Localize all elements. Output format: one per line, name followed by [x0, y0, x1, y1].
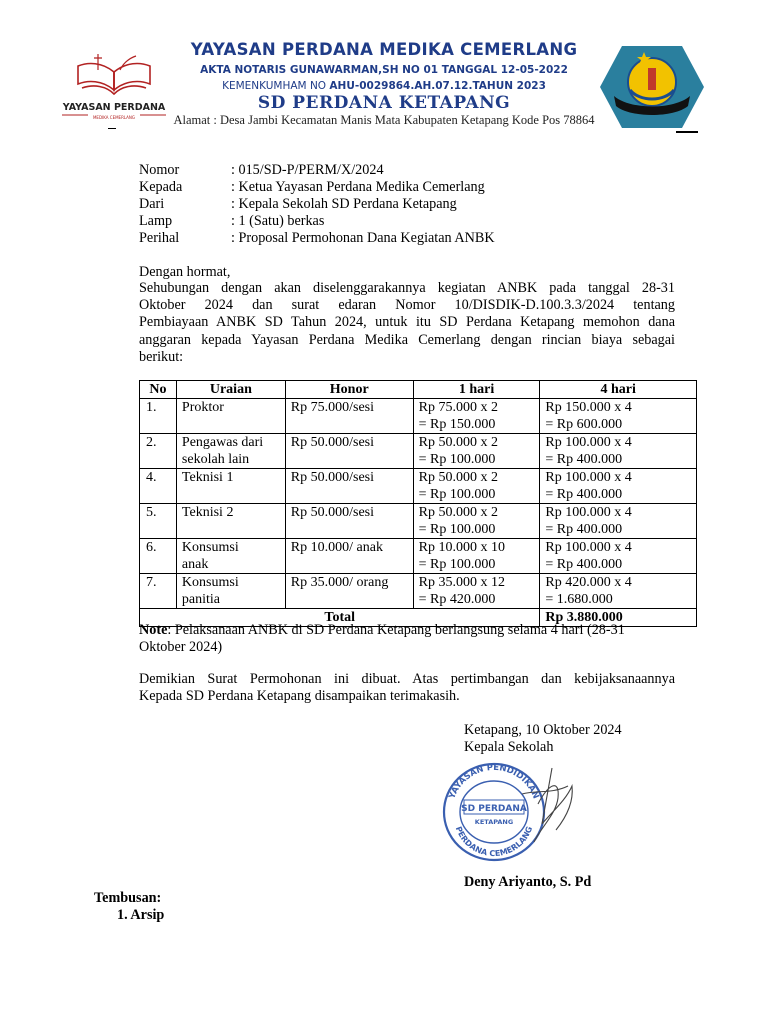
- greeting: Dengan hormat,: [139, 264, 231, 280]
- cell-honor: [285, 504, 413, 539]
- table-header-row: [140, 381, 697, 399]
- cell-1-hari-text: = Rp 150.000: [418, 417, 496, 432]
- cell-4-hari-text: Rp 100.000 x 4: [545, 505, 632, 520]
- meta-kepada: Kepada : Ketua Yayasan Perdana Medika Cemerlang: [139, 179, 485, 195]
- column-header: Honor: [285, 381, 413, 399]
- cell-honor: [285, 434, 413, 469]
- cell-uraian-text: Konsumsi: [181, 575, 239, 590]
- stamp-center-text: SD PERDANA: [461, 804, 527, 814]
- school-address: Alamat : Desa Jambi Kecamatan Manis Mata Kabupaten Ketapang Kode Pos 78864: [173, 113, 595, 127]
- note-text-2: Oktober 2024): [139, 639, 223, 656]
- column-header: 4 hari: [540, 381, 697, 399]
- cell-4-hari-text: Rp 150.000 x 4: [545, 400, 632, 415]
- column-header: No: [140, 381, 177, 399]
- cell-honor: [285, 539, 413, 574]
- intro-paragraph: [139, 280, 675, 366]
- cell-4-hari-text: = Rp 400.000: [545, 487, 623, 502]
- cell-honor: [285, 469, 413, 504]
- intro-line: Oktober 2024 dan surat edaran Nomor 10/DISDIK-D.100.3.3/2024 tentang: [139, 297, 675, 314]
- cell-4-hari-text: Rp 100.000 x 4: [545, 435, 632, 450]
- cell-1-hari-text: Rp 50.000 x 2: [418, 470, 498, 485]
- cell-1-hari-text: = Rp 100.000: [418, 452, 496, 467]
- cell-4-hari-text: = Rp 400.000: [545, 557, 623, 572]
- cell-no: [140, 399, 177, 434]
- cell-uraian: [176, 434, 285, 469]
- ministry-prefix: KEMENKUMHAM NO: [222, 80, 330, 92]
- cell-1-hari-text: Rp 10.000 x 10: [418, 540, 505, 555]
- cell-honor-text: Rp 50.000/sesi: [290, 470, 375, 485]
- note-label: Note: [139, 622, 168, 638]
- cell-no-text: 4.: [146, 470, 157, 485]
- cell-1-hari-text: Rp 50.000 x 2: [418, 505, 498, 520]
- cell-4-hari: [540, 469, 697, 504]
- cell-no: [140, 469, 177, 504]
- cell-honor-text: Rp 50.000/sesi: [290, 505, 375, 520]
- cell-uraian-text: Proktor: [181, 400, 224, 415]
- school-name: SD PERDANA KETAPANG: [257, 93, 511, 113]
- cell-4-hari-text: Rp 420.000 x 4: [545, 575, 632, 590]
- school-emblem: [600, 46, 704, 128]
- cell-no-text: 6.: [146, 540, 157, 555]
- handwritten-signature: [512, 764, 588, 850]
- cell-1-hari-text: = Rp 100.000: [418, 557, 496, 572]
- closing-line: Kepada SD Perdana Ketapang disampaikan terimakasih.: [139, 688, 460, 705]
- cell-honor: [285, 399, 413, 434]
- cell-uraian-text: Teknisi 1: [181, 470, 234, 485]
- cell-honor-text: Rp 50.000/sesi: [290, 435, 375, 450]
- logo-subtext: MEDIKA CEMERLANG: [92, 115, 136, 120]
- cell-uraian: [176, 399, 285, 434]
- cell-no-text: 1.: [146, 400, 157, 415]
- cell-1-hari-text: = Rp 100.000: [418, 487, 496, 502]
- cell-uraian-text: sekolah lain: [181, 452, 250, 467]
- logo-text: YAYASAN PERDANA: [62, 102, 166, 113]
- stamp-top-text: YAYASAN PENDIDIKAN: [447, 762, 541, 801]
- cell-4-hari-text: = Rp 400.000: [545, 522, 623, 537]
- place-date: Ketapang, 10 Oktober 2024: [464, 722, 622, 738]
- cell-1-hari: [413, 399, 540, 434]
- cell-no-text: 7.: [146, 575, 157, 590]
- intro-line: Pembiayaan ANBK SD Tahun 2024, untuk itu SD Perdana Ketapang memohon dana: [139, 314, 675, 331]
- cell-honor-text: Rp 35.000/ orang: [290, 575, 389, 590]
- cell-1-hari: [413, 504, 540, 539]
- cell-uraian-text: Teknisi 2: [181, 505, 234, 520]
- ministry-number: AHU-0029864.AH.07.12.TAHUN 2023: [329, 80, 546, 92]
- table-row: [140, 504, 697, 539]
- cell-uraian-text: panitia: [181, 592, 221, 607]
- intro-line: anggaran kepada Yayasan Perdana Medika Cemerlang dengan rincian biaya sebagai: [139, 331, 675, 348]
- cell-honor-text: Rp 10.000/ anak: [290, 540, 383, 555]
- total-value: Rp 3.880.000: [540, 609, 697, 627]
- closing-line: Demikian Surat Permohonan ini dibuat. Atas pertimbangan dan kebijaksanaannya: [139, 671, 675, 687]
- cell-uraian-text: Konsumsi: [181, 540, 239, 555]
- signer-name: Deny Ariyanto, S. Pd: [464, 874, 592, 890]
- cell-4-hari-text: = Rp 400.000: [545, 452, 623, 467]
- cell-honor-text: Rp 75.000/sesi: [290, 400, 375, 415]
- cell-honor: [285, 574, 413, 609]
- table-row: [140, 434, 697, 469]
- cell-1-hari-text: = Rp 100.000: [418, 522, 496, 537]
- cell-4-hari: [540, 399, 697, 434]
- cell-4-hari: [540, 539, 697, 574]
- cell-4-hari-text: = Rp 600.000: [545, 417, 623, 432]
- cell-4-hari: [540, 574, 697, 609]
- intro-line: Sehubungan dengan akan diselenggarakannya kegiatan ANBK pada tanggal 28-31: [139, 280, 675, 296]
- tembusan-label: Tembusan:: [94, 890, 162, 906]
- cell-4-hari-text: = 1.680.000: [545, 592, 613, 607]
- cell-4-hari-text: Rp 100.000 x 4: [545, 540, 632, 555]
- meta-perihal: Perihal : Proposal Permohonan Dana Kegiatan ANBK: [139, 230, 495, 246]
- signer-position: Kepala Sekolah: [464, 739, 554, 755]
- cell-1-hari-text: Rp 75.000 x 2: [418, 400, 498, 415]
- note-text: : Pelaksanaan ANBK di SD Perdana Ketapang berlangsung selama 4 hari (28-31: [167, 622, 625, 638]
- cell-uraian: [176, 539, 285, 574]
- cell-4-hari: [540, 434, 697, 469]
- stamp-sub-text: KETAPANG: [474, 818, 514, 826]
- header-divider-right: [676, 131, 698, 133]
- cell-1-hari-text: = Rp 420.000: [418, 592, 496, 607]
- cell-uraian: [176, 469, 285, 504]
- column-header: Uraian: [176, 381, 285, 399]
- cell-uraian-text: anak: [181, 557, 209, 572]
- table-row: [140, 539, 697, 574]
- cell-no: [140, 504, 177, 539]
- cost-table: [139, 380, 697, 627]
- cell-no: [140, 434, 177, 469]
- column-header: 1 hari: [413, 381, 540, 399]
- notary-deed: AKTA NOTARIS GUNAWARMAN,SH NO 01 TANGGAL 12-05-2022: [200, 64, 568, 76]
- cell-uraian: [176, 574, 285, 609]
- total-label: Total: [140, 609, 540, 627]
- cell-1-hari-text: Rp 50.000 x 2: [418, 435, 498, 450]
- meta-nomor: Nomor : 015/SD-P/PERM/X/2024: [139, 162, 384, 178]
- meta-lamp: Lamp : 1 (Satu) berkas: [139, 213, 325, 229]
- cell-1-hari: [413, 469, 540, 504]
- foundation-name: YAYASAN PERDANA MEDIKA CEMERLANG: [190, 40, 578, 59]
- cell-no-text: 2.: [146, 435, 157, 450]
- table-row: [140, 399, 697, 434]
- header-divider: [108, 128, 116, 129]
- cell-no: [140, 574, 177, 609]
- note-paragraph: [139, 622, 675, 656]
- table-row: [140, 469, 697, 504]
- intro-line: berikut:: [139, 348, 184, 365]
- cell-uraian-text: Pengawas dari: [181, 435, 264, 450]
- closing-paragraph: [139, 671, 675, 705]
- cell-1-hari: [413, 539, 540, 574]
- stamp-bottom-text: PERDANA CEMERLANG: [453, 825, 535, 859]
- table-body: [140, 399, 697, 609]
- tembusan-item: 1. Arsip: [117, 907, 165, 923]
- cell-no: [140, 539, 177, 574]
- cell-1-hari: [413, 574, 540, 609]
- cell-1-hari: [413, 434, 540, 469]
- cell-4-hari: [540, 504, 697, 539]
- cell-4-hari-text: Rp 100.000 x 4: [545, 470, 632, 485]
- cell-no-text: 5.: [146, 505, 157, 520]
- cell-1-hari-text: Rp 35.000 x 12: [418, 575, 505, 590]
- meta-dari: Dari : Kepala Sekolah SD Perdana Ketapang: [139, 196, 457, 212]
- cell-uraian: [176, 504, 285, 539]
- table-row: [140, 574, 697, 609]
